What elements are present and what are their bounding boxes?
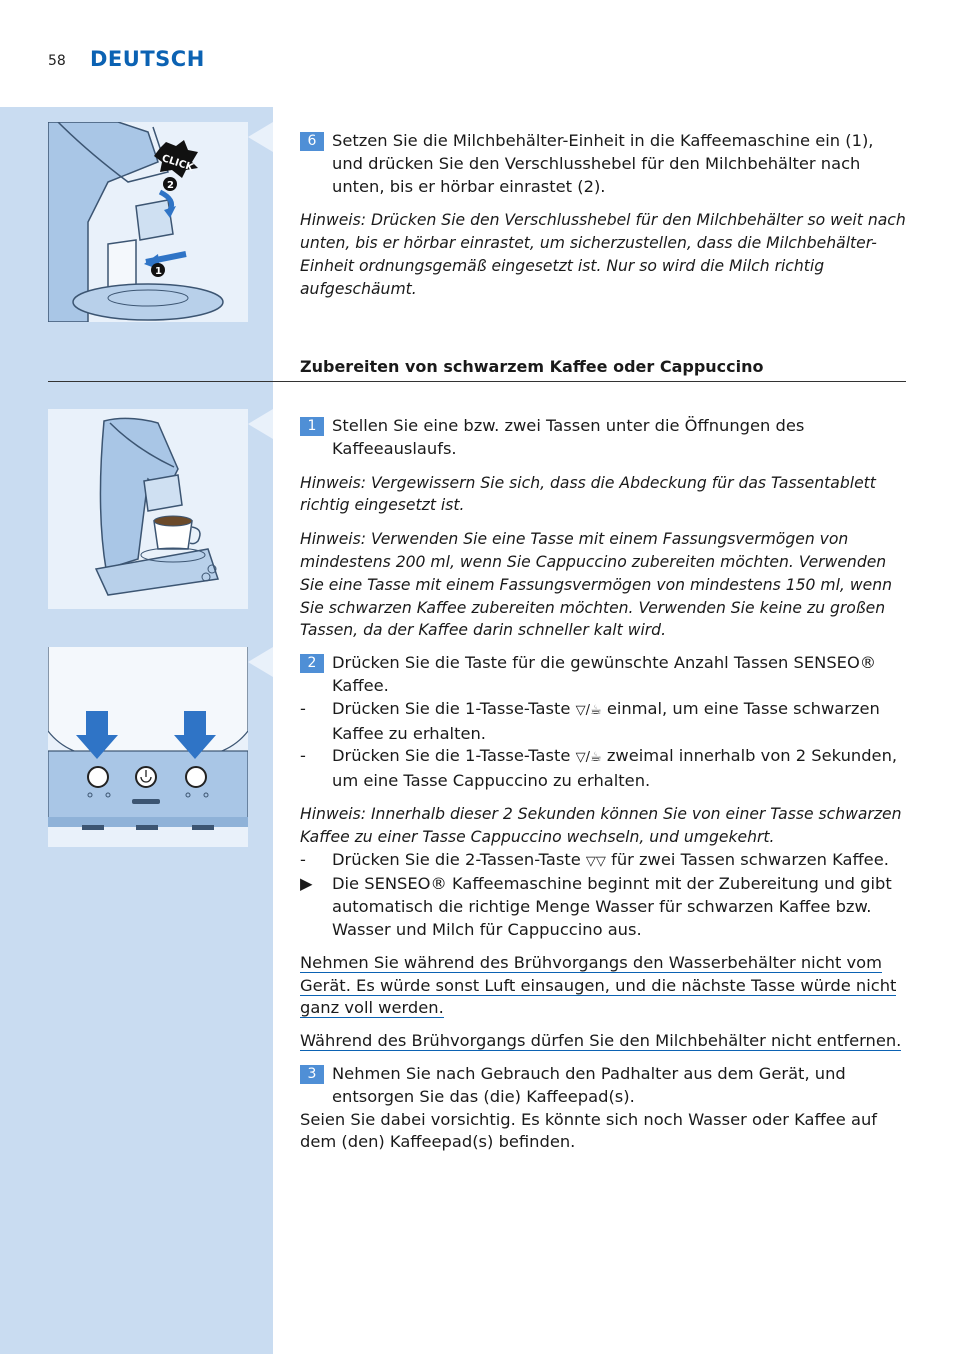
step-1 (300, 415, 908, 461)
list-item: - Drücken Sie die 1-Tasse-Taste ▽/☕ zweimal innerhalb von 2 Sekunden, um eine Tasse Cappuccino zu erhalten. (300, 746, 898, 791)
note: Hinweis: Innerhalb dieser 2 Sekunden können Sie von einer Tasse schwarzen Kaffee zu einer Tasse Cappuccino wechseln, und umgekehrt. (300, 804, 902, 846)
step-number: 6 (300, 132, 324, 151)
one-cup-icon: ▽/☕ (575, 750, 602, 766)
one-cup-icon: ▽/☕ (575, 702, 602, 718)
callout-1: 1 (155, 266, 162, 277)
step-3 (300, 1063, 908, 1109)
result-text: Die SENSEO® Kaffeemaschine beginnt mit der Zubereitung und gibt automatisch die richtige Menge Wasser für schwarzen Kaffee bzw. Wasser und Milch für Cappuccino aus. (332, 874, 892, 939)
instructions-block (300, 415, 908, 1154)
section-heading: Zubereiten von schwarzem Kaffee oder Cappuccino (300, 357, 764, 376)
step-text: Drücken Sie die Taste für die gewünschte Anzahl Tassen SENSEO® Kaffee. (332, 653, 877, 695)
callout-2: 2 (167, 180, 174, 191)
figure-pointer (248, 122, 273, 152)
language-heading: DEUTSCH (90, 47, 205, 71)
step-3-followup: Seien Sie dabei vorsichtig. Es könnte sich noch Wasser oder Kaffee auf dem (den) Kaffeepad(s) befinden. (300, 1109, 877, 1152)
step-number: 2 (300, 654, 324, 673)
result-item (300, 873, 908, 941)
warning-text: Nehmen Sie während des Brühvorgangs den Wasserbehälter nicht vom Gerät. Es würde sonst Luft einsaugen, und die nächste Tasse würde nicht ganz voll werden. (300, 952, 897, 1018)
list-item-text: zweimal innerhalb von 2 Sekunden, um eine Tasse Cappuccino zu erhalten. (332, 746, 898, 791)
page-number: 58 (48, 53, 66, 69)
two-cups-icon: ▽▽ (585, 853, 606, 869)
step-text: Stellen Sie eine bzw. zwei Tassen unter die Öffnungen des Kaffeeauslaufs. (332, 416, 805, 458)
step-text: Nehmen Sie nach Gebrauch den Padhalter aus dem Gerät, und entsorgen Sie das (die) Kaffeepad(s). (332, 1063, 846, 1106)
step-6 (300, 130, 908, 198)
figure-pointer (248, 647, 273, 677)
figure-pointer (248, 409, 273, 439)
step-6-block (300, 130, 908, 301)
section-divider (48, 381, 906, 382)
warning (300, 952, 908, 1020)
note: Hinweis: Verwenden Sie eine Tasse mit einem Fassungsvermögen von mindestens 200 ml, wenn Sie Cappuccino zubereiten möchten. Verwenden Sie eine Tasse mit einem Fassungsvermögen von mindestens 150 ml, wenn Sie schwarzen Kaffee zubereiten möchten. Verwenden Sie keine zu großen Tassen, da der Kaffee darin schneller kalt wird. (300, 530, 892, 640)
list-item-text: für zwei Tassen schwarzen Kaffee. (611, 849, 889, 869)
step-text: Setzen Sie die Milchbehälter-Einheit in die Kaffeemaschine ein (1), und drücken Sie den Verschlusshebel für den Milchbehälter nach unten, bis er hörbar einrastet (2). (332, 131, 874, 196)
step-number: 1 (300, 417, 324, 436)
list-item-text: einmal, um eine Tasse schwarzen Kaffee zu erhalten. (332, 698, 880, 743)
list-item-text: Drücken Sie die 1-Tasse-Taste (332, 746, 571, 766)
list-item: - Drücken Sie die 1-Tasse-Taste ▽/☕ einmal, um eine Tasse schwarzen Kaffee zu erhalten. (300, 698, 880, 743)
figure-machine-with-cup (48, 409, 248, 609)
click-label: CLICK (160, 153, 195, 174)
step-number: 3 (300, 1065, 324, 1084)
list-item-text: Drücken Sie die 2-Tassen-Taste (332, 849, 581, 869)
warning-text: Während des Brühvorgangs dürfen Sie den Milchbehälter nicht entfernen. (300, 1031, 902, 1051)
warning (300, 1030, 908, 1053)
result-arrow-icon: ▶ (300, 874, 313, 894)
figure-milk-container (48, 122, 248, 322)
list-item-text: Drücken Sie die 1-Tasse-Taste (332, 698, 571, 718)
step-2 (300, 652, 908, 698)
note: Hinweis: Drücken Sie den Verschlusshebel für den Milchbehälter so weit nach unten, bis er hörbar einrastet, um sicherzustellen, dass die Milchbehälter-Einheit ordnungsgemäß eingesetzt ist. Nur so wird die Milch richtig aufgeschäumt. (300, 211, 906, 298)
list-item: - Drücken Sie die 2-Tassen-Taste ▽▽ für zwei Tassen schwarzen Kaffee. (300, 849, 889, 869)
note: Hinweis: Vergewissern Sie sich, dass die Abdeckung für das Tassentablett richtig eingesetzt ist. (300, 473, 876, 515)
figure-control-panel (48, 647, 248, 847)
